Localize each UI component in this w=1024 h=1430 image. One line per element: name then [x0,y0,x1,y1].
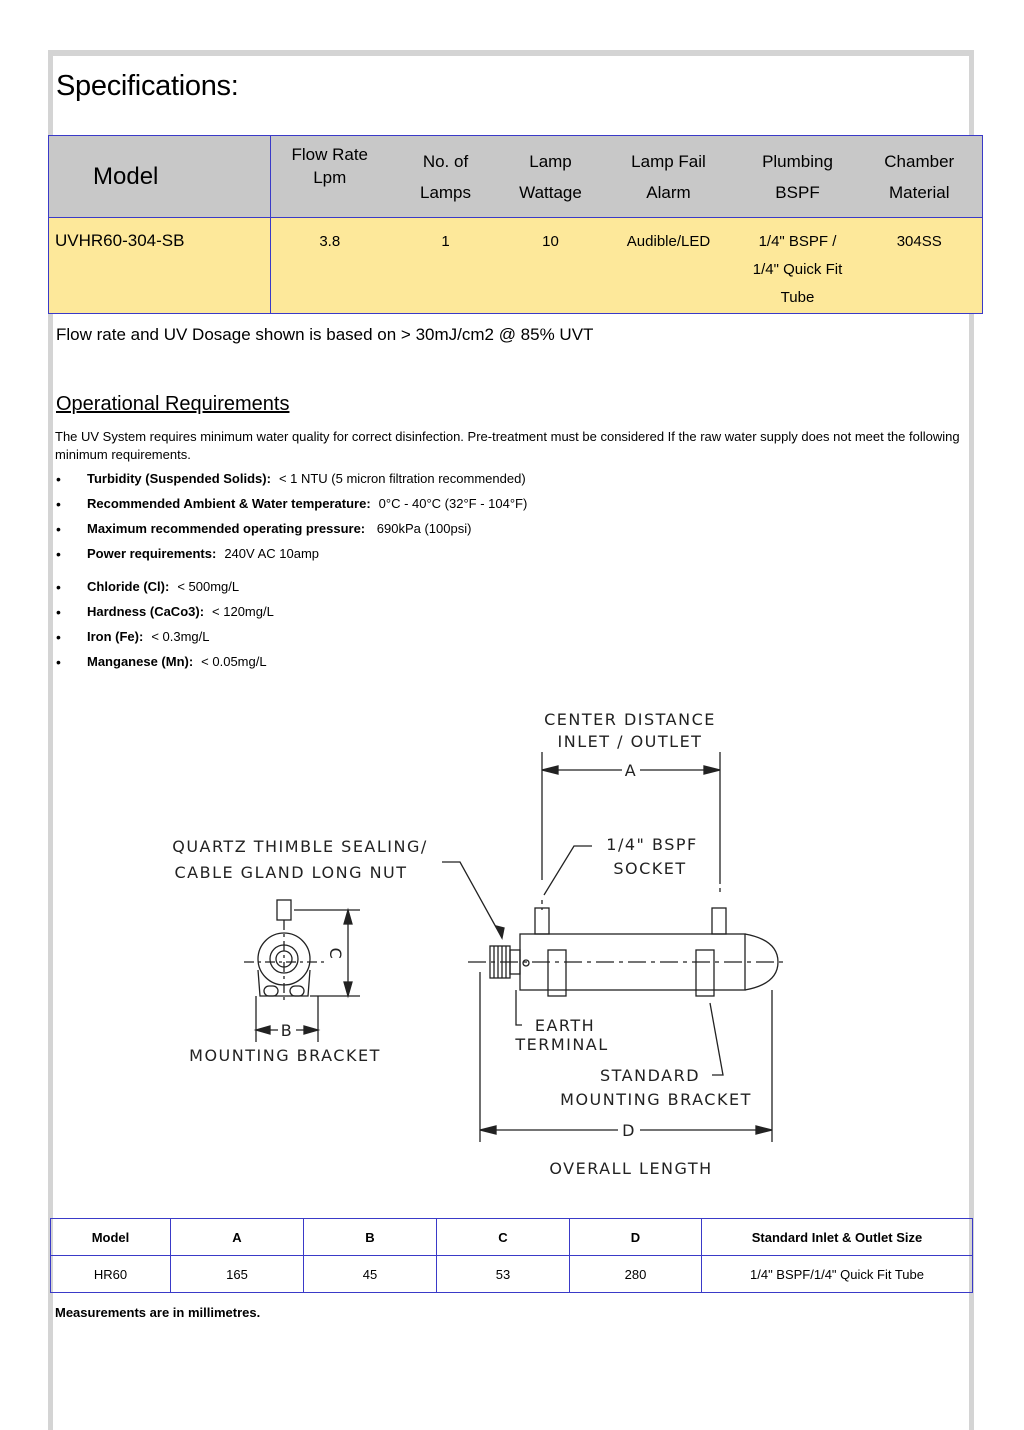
plumbing-line-1: 1/4" BSPF / [758,233,837,250]
table-row [51,1256,973,1293]
requirement-label: Power requirements: [87,546,217,561]
requirement-value: 0°C - 40°C (32°F - 104°F) [378,496,528,511]
overall-length-label: OVERALL LENGTH [549,1159,713,1178]
list-item [55,603,527,628]
header-chamber: Chamber Material [884,151,955,202]
requirement-value: < 0.05mg/L [201,654,267,669]
cell-wattage: 10 [503,218,599,314]
header-wattage: Lamp Wattage [519,151,582,202]
quartz-label-1: QUARTZ THIMBLE SEALING/ [172,837,428,856]
requirement-label: Recommended Ambient & Water temperature: [87,496,371,511]
requirement-value: < 1 NTU (5 micron filtration recommended) [278,471,526,486]
spec-data-row [49,218,983,314]
list-item [55,470,527,495]
spec-header-row [49,136,983,218]
socket-label-1: 1/4" BSPF [606,835,698,854]
dim-cell-d: 280 [570,1256,702,1293]
dim-cell-c: 53 [437,1256,570,1293]
cell-lamps: 1 [389,218,503,314]
header-plumbing: Plumbing BSPF [762,151,833,202]
list-item [55,578,527,603]
cell-plumbing [739,218,857,314]
standard-bracket-label-1: STANDARD [599,1066,701,1085]
dim-header-b: B [304,1219,437,1256]
requirements-list [55,470,527,678]
dim-header-a: A [171,1219,304,1256]
mounting-bracket-label: MOUNTING BRACKET [189,1046,381,1065]
requirement-label: Chloride (Cl): [87,579,170,594]
plumbing-line-3: Tube [780,289,815,306]
dim-header-d: D [570,1219,702,1256]
dim-cell-inlet-outlet: 1/4" BSPF/1/4" Quick Fit Tube [702,1256,973,1293]
list-item [55,545,527,570]
dimension-b-label: B [280,1021,294,1040]
flow-rate-note: Flow rate and UV Dosage shown is based on > 30mJ/cm2 @ 85% UVT [56,325,594,344]
dim-header-model: Model [51,1219,171,1256]
operational-intro: The UV System requires minimum water quality for correct disinfection. Pre-treatment must be considered If the raw water supply does not meet the following minimum requirements. [55,429,960,462]
list-item [55,520,527,545]
requirement-value: < 500mg/L [177,579,240,594]
dimension-d-label: D [622,1121,636,1140]
plumbing-line-2: 1/4" Quick Fit [752,261,843,278]
header-flow-rate: Flow Rate Lpm [291,145,369,187]
list-item [55,495,527,520]
measurement-units-note: Measurements are in millimetres. [55,1305,261,1320]
requirement-label: Turbidity (Suspended Solids): [87,471,271,486]
specifications-table [48,135,983,314]
socket-label-2: SOCKET [613,859,687,878]
dimensions-table [50,1218,973,1293]
page-title: Specifications: [56,70,239,102]
requirement-label: Maximum recommended operating pressure: [87,521,366,536]
center-distance-label-2: INLET / OUTLET [557,732,703,751]
dim-cell-a: 165 [171,1256,304,1293]
center-distance-label-1: CENTER DISTANCE [544,710,716,729]
dim-cell-model: HR60 [51,1256,171,1293]
cell-flow-rate: 3.8 [271,218,389,314]
header-alarm: Lamp Fail Alarm [631,151,706,202]
header-model: Model [49,136,271,218]
earth-terminal-label-2: TERMINAL [515,1035,609,1054]
requirement-value: 690kPa (100psi) [373,521,472,536]
cell-chamber: 304SS [857,218,983,314]
cell-alarm: Audible/LED [599,218,739,314]
list-item [55,628,527,653]
dim-cell-b: 45 [304,1256,437,1293]
requirement-value: 240V AC 10amp [224,546,320,561]
dim-header-inlet-outlet: Standard Inlet & Outlet Size [702,1219,973,1256]
standard-bracket-label-2: MOUNTING BRACKET [560,1090,752,1109]
requirement-label: Hardness (CaCo3): [87,604,205,619]
header-lamps: No. of Lamps [419,151,472,202]
requirement-label: Manganese (Mn): [87,654,194,669]
list-item [55,653,527,678]
requirement-label: Iron (Fe): [87,629,144,644]
requirement-value: < 0.3mg/L [151,629,210,644]
quartz-label-2: CABLE GLAND LONG NUT [174,863,408,882]
uv-system-drawing [160,700,820,1200]
dim-header-c: C [437,1219,570,1256]
requirement-value: < 120mg/L [212,604,274,619]
dimensions-header-row [51,1219,973,1256]
dimension-c-label: C [326,947,345,961]
earth-terminal-label-1: EARTH [534,1016,596,1035]
cell-model: UVHR60-304-SB [49,218,271,314]
operational-requirements-heading: Operational Requirements [56,393,290,415]
dimension-a-label: A [624,761,638,780]
